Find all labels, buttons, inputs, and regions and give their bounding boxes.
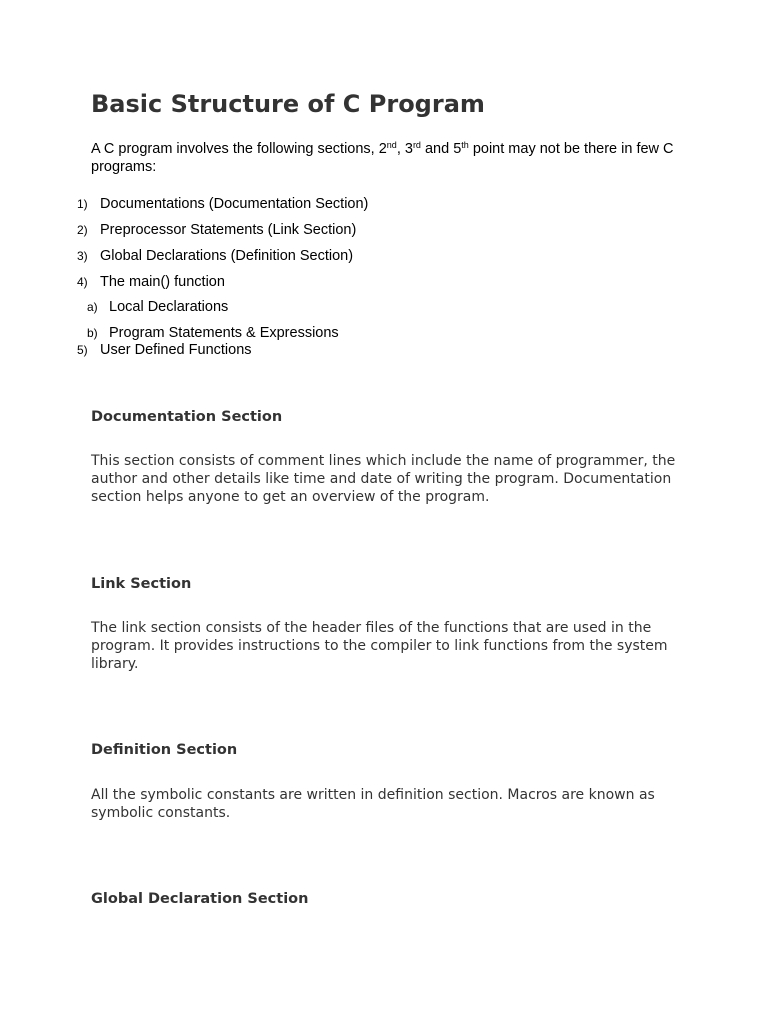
list-item-number: 3): [77, 249, 88, 263]
intro-sup-1: nd: [386, 140, 397, 150]
section-body-documentation: This section consists of comment lines which include the name of programmer, the author and other details like time and date of writing the program. Documentation section helps anyone to get an overview of the program.: [91, 453, 676, 505]
section-body-definition: All the symbolic constants are written in definition section. Macros are known as symbolic constants.: [91, 787, 655, 821]
intro-text-3: and 5: [420, 141, 462, 157]
section-heading-definition: Definition Section: [91, 742, 238, 758]
list-item-number: 5): [77, 343, 88, 357]
list-item-letter: a): [87, 300, 98, 314]
section-body-link: The link section consists of the header files of the functions that are used in the program. It provides instructions to the compiler to link functions from the system library.: [91, 620, 668, 672]
list-item-text: Program Statements & Expressions: [109, 325, 339, 341]
section-heading-global-declaration: Global Declaration Section: [91, 891, 309, 907]
list-item: [77, 341, 252, 359]
intro-paragraph: [91, 140, 691, 176]
list-item-text: Preprocessor Statements (Link Section): [100, 222, 357, 238]
list-item-text: Local Declarations: [109, 299, 229, 315]
list-item-number: 2): [77, 223, 88, 237]
list-item-text: Documentations (Documentation Section): [100, 196, 369, 212]
section-heading-link: Link Section: [91, 576, 192, 592]
list-subitem: [87, 298, 228, 316]
intro-text-1: A C program involves the following sections, 2: [91, 141, 387, 157]
intro-text-4: point may not be there in few C programs:: [91, 141, 674, 175]
intro-text-2: , 3: [396, 141, 413, 157]
list-subitem: [87, 324, 339, 342]
list-item-text: The main() function: [100, 274, 225, 290]
list-item: [77, 221, 356, 239]
list-item-text: Global Declarations (Definition Section): [100, 248, 354, 264]
section-heading-documentation: Documentation Section: [91, 409, 283, 425]
list-item: [77, 247, 353, 265]
list-item: [77, 273, 225, 291]
list-item-number: 4): [77, 275, 88, 289]
page-title: Basic Structure of C Program: [91, 90, 485, 118]
list-item-letter: b): [87, 326, 98, 340]
list-item: [77, 195, 368, 213]
intro-sup-3: th: [461, 140, 469, 150]
list-item-text: User Defined Functions: [100, 342, 252, 358]
list-item-number: 1): [77, 197, 88, 211]
intro-sup-2: rd: [412, 140, 421, 150]
